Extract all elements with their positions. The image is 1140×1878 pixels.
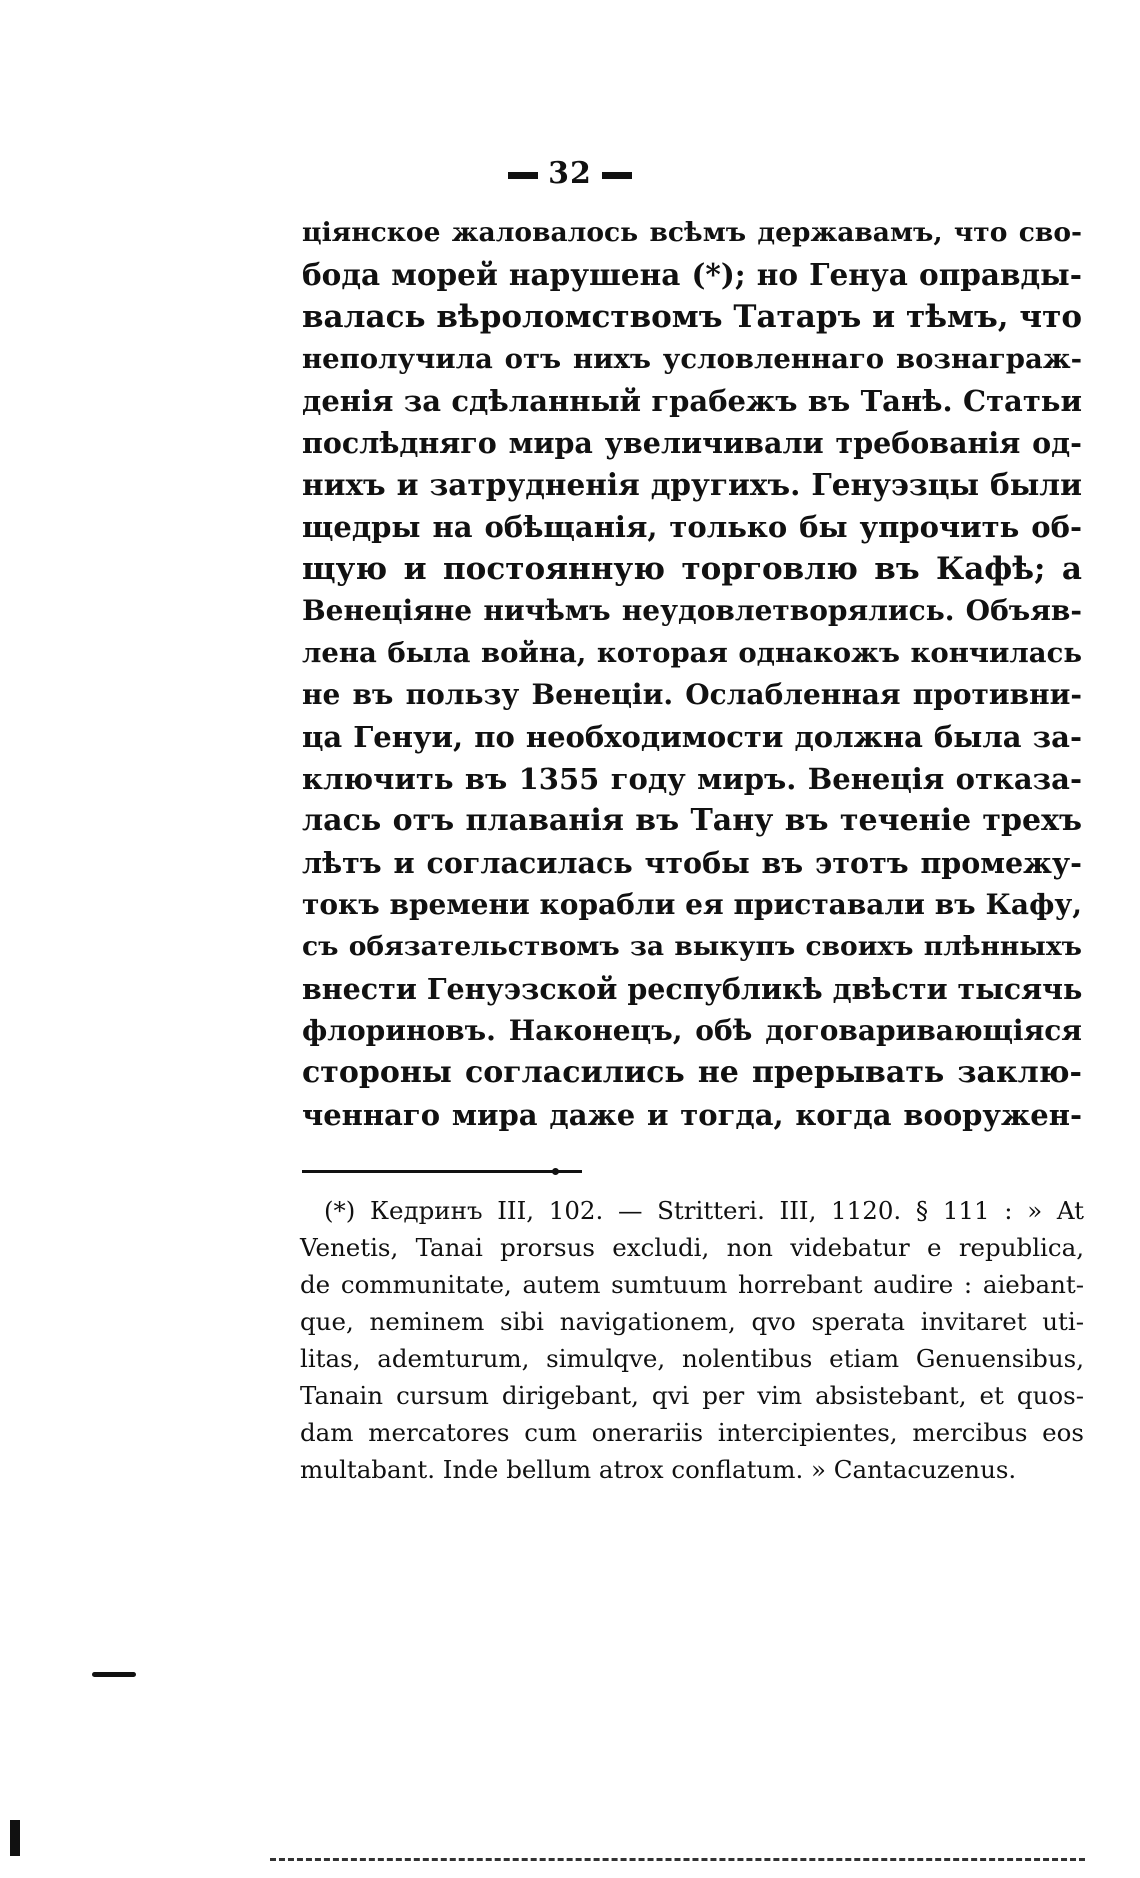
text-line: флориновъ. Наконецъ, обѣ договаривающіяся bbox=[302, 1014, 1082, 1047]
page-number bbox=[0, 156, 1140, 191]
text-line: нихъ и затрудненія другихъ. Генуэзцы были bbox=[302, 467, 1082, 502]
text-line: ца Генуи, по необходимости должна была за- bbox=[302, 720, 1082, 754]
text-line: лась отъ плаванія въ Тану въ теченіе трехъ bbox=[302, 803, 1082, 838]
footnote-line: que, neminem sibi navigationem, qvo sperata invitaret uti- bbox=[300, 1307, 1084, 1336]
text-line: неполучила отъ нихъ условленнаго вознаграж- bbox=[302, 343, 1082, 375]
text-line: не въ пользу Венеціи. Ослабленная противни- bbox=[302, 678, 1082, 711]
footnote-separator-dot bbox=[552, 1168, 559, 1175]
text-line: ключить въ 1355 году миръ. Венеція отказа- bbox=[302, 762, 1082, 796]
text-line: токъ времени корабли ея приставали въ Кафу, bbox=[302, 888, 1082, 921]
text-line: внести Генуэзской республикѣ двѣсти тысячь bbox=[302, 972, 1083, 1006]
text-line: денія за сдѣланный грабежъ въ Танѣ. Статьи bbox=[302, 384, 1082, 418]
scan-artifact-bottom-line bbox=[270, 1858, 1085, 1864]
footnote-line: multabant. Inde bellum atrox conflatum. » Cantacuzenus. bbox=[300, 1455, 1017, 1484]
footnote-line: litas, ademturum, simulqve, nolentibus etiam Genuensibus, bbox=[300, 1344, 1084, 1373]
footnote bbox=[300, 1192, 1084, 1488]
main-text bbox=[302, 212, 1082, 1136]
text-line: щедры на обѣщанія, только бы упрочить об- bbox=[302, 510, 1082, 544]
text-line: бода морей нарушена (*); но Генуа оправды- bbox=[302, 257, 1082, 292]
footnote-separator bbox=[302, 1170, 582, 1173]
text-line: послѣдняго мира увеличивали требованія од- bbox=[302, 426, 1082, 460]
text-line: съ обязательствомъ за выкупъ своихъ плѣнныхъ bbox=[302, 931, 1082, 962]
text-line: валась вѣроломствомъ Татаръ и тѣмъ, что bbox=[302, 299, 1082, 335]
footnote-line: (*) Кедринъ III, 102. — Stritteri. III, 1120. § 111 : » At bbox=[324, 1196, 1084, 1225]
text-line: лѣтъ и согласилась чтобы въ этотъ промежу- bbox=[302, 846, 1082, 880]
text-line: щую и постоянную торговлю въ Кафѣ; а bbox=[302, 551, 1082, 587]
page-number-dash-left bbox=[508, 172, 538, 179]
page-number-value: 32 bbox=[548, 156, 592, 191]
text-line: ціянское жаловалось всѣмъ державамъ, что сво- bbox=[302, 217, 1082, 248]
text-line: Венеціяне ничѣмъ неудовлетворялись. Объяв- bbox=[302, 594, 1082, 627]
text-line: стороны согласились не прерывать заклю- bbox=[302, 1055, 1082, 1090]
footnote-line: Venetis, Tanai prorsus excludi, non videbatur e republica, bbox=[300, 1233, 1084, 1262]
page-number-dash-right bbox=[602, 172, 632, 179]
footnote-line: dam mercatores cum onerariis intercipientes, mercibus eos bbox=[300, 1418, 1084, 1447]
text-line: ченнаго мира даже и тогда, когда вооружен- bbox=[302, 1098, 1082, 1132]
text-line: лена была война, которая однакожъ кончилась bbox=[302, 637, 1082, 669]
footnote-line: Tanain cursum dirigebant, qvi per vim absistebant, et quos- bbox=[300, 1381, 1084, 1410]
scan-artifact-margin bbox=[10, 1820, 20, 1856]
scan-artifact-mark bbox=[92, 1672, 136, 1677]
footnote-line: de communitate, autem sumtuum horrebant audire : aiebant- bbox=[300, 1270, 1084, 1299]
